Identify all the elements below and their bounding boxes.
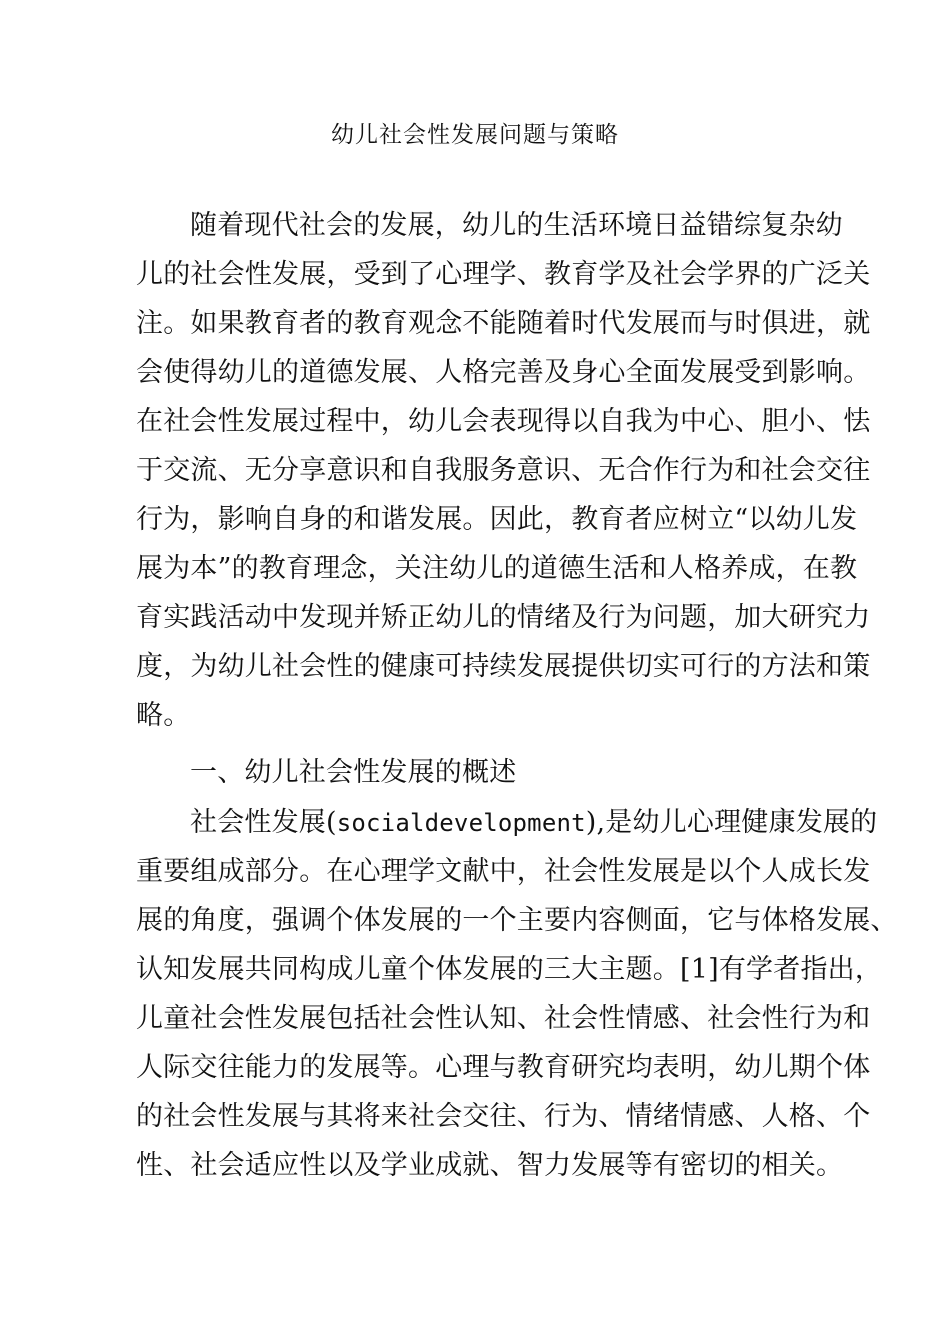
- paragraph-line: 的社会性发展与其将来社会交往、行为、情绪情感、人格、个: [136, 1101, 871, 1132]
- paragraph-line: 展的角度，强调个体发展的一个主要内容侧面，它与体格发展、: [136, 905, 898, 936]
- english-term: socialdevelopment: [336, 809, 586, 837]
- paragraph-line: 展为本”的教育理念，关注幼儿的道德生活和人格养成，在教: [136, 553, 858, 584]
- paragraph-line: 人际交往能力的发展等。心理与教育研究均表明，幼儿期个体: [136, 1052, 871, 1083]
- paragraph-line: 重要组成部分。在心理学文献中，社会性发展是以个人成长发: [136, 856, 871, 887]
- paragraph-line: 会使得幼儿的道德发展、人格完善及身心全面发展受到影响。: [136, 357, 871, 388]
- paragraph-line: 性、社会适应性以及学业成就、智力发展等有密切的相关。: [136, 1150, 844, 1181]
- section-paragraph: [136, 798, 898, 1190]
- term-prefix: 社会性发展(: [190, 807, 337, 838]
- paragraph-line: 于交流、无分享意识和自我服务意识、无合作行为和社会交往: [136, 455, 871, 486]
- paragraph-line: 随着现代社会的发展，幼儿的生活环境日益错综复杂幼: [190, 210, 843, 241]
- document-title: 幼儿社会性发展问题与策略: [331, 122, 619, 148]
- paragraph-line: 略。: [136, 700, 191, 731]
- paragraph-line: 度，为幼儿社会性的健康可持续发展提供切实可行的方法和策: [136, 651, 871, 682]
- section-heading-block: [136, 748, 836, 797]
- paragraph-line: 育实践活动中发现并矫正幼儿的情绪及行为问题，加大研究力: [136, 602, 871, 633]
- paragraph-line: 儿童社会性发展包括社会性认知、社会性情感、社会性行为和: [136, 1003, 871, 1034]
- paragraph-line: 认知发展共同构成儿童个体发展的三大主题。[1]有学者指出，: [136, 954, 883, 985]
- paragraph-line: 注。如果教育者的教育观念不能随着时代发展而与时俱进，就: [136, 308, 871, 339]
- paragraph-line: 在社会性发展过程中，幼儿会表现得以自我为中心、胆小、怯: [136, 406, 871, 437]
- paragraph-line: 儿的社会性发展，受到了心理学、教育学及社会学界的广泛关: [136, 259, 871, 290]
- section-heading: 一、幼儿社会性发展的概述: [190, 757, 517, 788]
- paragraph-line: [136, 798, 878, 847]
- term-suffix: ),是幼儿心理健康发展的: [585, 807, 878, 838]
- intro-paragraph: [136, 201, 871, 740]
- paragraph-line: 行为，影响自身的和谐发展。因此，教育者应树立“以幼儿发: [136, 504, 858, 535]
